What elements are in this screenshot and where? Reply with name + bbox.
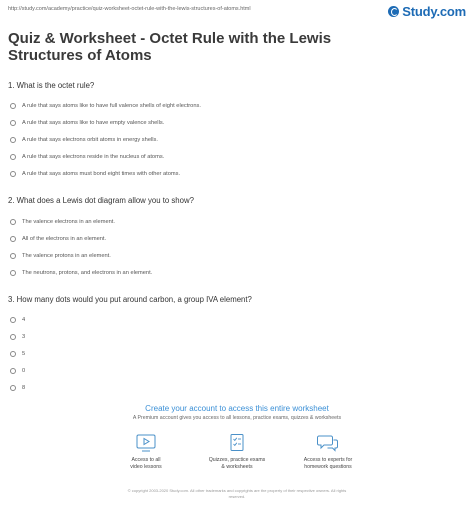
answer-option[interactable] [8,312,448,329]
answer-text: The neutrons, protons, and electrons in an element. [22,269,153,276]
feature-line: Access to experts for [303,457,353,463]
feature-line: homework questions [304,464,352,470]
feature-line: & worksheets [221,464,253,470]
page-title: Quiz & Worksheet - Octet Rule with the Lewis Structures of Atoms [8,30,332,64]
copyright-line: © copyright 2003-2020 Study.com. All other trademarks and copyrights are the property of their respective owners. All rights [127,488,347,493]
question-text: 2. What does a Lewis dot diagram allow you to show? [8,196,194,206]
create-account-link[interactable]: Create your account to access this entire worksheet [145,404,329,413]
brand-name: Study.com [402,4,466,19]
answer-text: 8 [22,385,26,392]
answer-text: 3 [22,334,26,341]
page-url: http://study.com/academy/practice/quiz-worksheet-octet-rule-with-the-lewis-structures-of-atoms.html [8,6,251,12]
answer-text: The valence protons in an element. [22,252,111,259]
radio-icon[interactable] [10,171,16,177]
answer-option[interactable] [8,213,448,230]
feature-quizzes [192,433,282,471]
answer-text: 5 [22,351,26,358]
radio-icon[interactable] [10,120,16,126]
feature-experts [283,433,373,471]
answer-text: The valence electrons in an element. [22,218,115,225]
radio-icon[interactable] [10,236,16,242]
feature-line: video lessons [130,464,162,470]
feature-video-lessons [101,433,191,471]
copyright-footer [0,488,474,500]
question-2 [8,196,448,281]
question-text: 3. How many dots would you put around carbon, a group IVA element? [8,295,252,305]
answer-text: A rule that says atoms like to have full valence shells of eight electrons. [22,103,201,110]
answer-text: All of the electrons in an element. [22,235,107,242]
premium-promo [0,404,474,421]
question-list [8,81,448,410]
answer-text: 4 [22,317,26,324]
answer-option[interactable] [8,132,448,149]
brand-logo[interactable] [388,4,466,19]
answer-option[interactable] [8,380,448,397]
radio-icon[interactable] [10,219,16,225]
answer-text: A rule that says atoms like to have empty valence shells. [22,120,165,127]
radio-icon[interactable] [10,334,16,340]
video-lesson-icon [135,433,157,453]
answer-option[interactable] [8,329,448,346]
answer-option[interactable] [8,166,448,183]
answer-text: A rule that says atoms must bond eight times with other atoms. [22,171,181,177]
expert-chat-icon [317,433,339,453]
answer-option[interactable] [8,149,448,166]
radio-icon[interactable] [10,368,16,374]
radio-icon[interactable] [10,137,16,143]
question-3 [8,295,448,396]
answer-text: A rule that says electrons reside in the nucleus of atoms. [22,154,165,161]
question-text: 1. What is the octet rule? [8,81,95,90]
quiz-worksheet-icon [226,433,248,453]
copyright-line: reserved. [228,494,246,499]
radio-icon[interactable] [10,270,16,276]
answer-option[interactable] [8,346,448,363]
radio-icon[interactable] [10,103,16,109]
answer-option[interactable] [8,98,448,115]
answer-text: 0 [22,368,26,375]
answer-option[interactable] [8,363,448,380]
answer-option[interactable] [8,264,448,281]
promo-description: A Premium account gives you access to all lessons, practice exams, quizzes & worksheets [132,415,342,421]
feature-line: Access to all [131,457,161,463]
radio-icon[interactable] [10,317,16,323]
answer-text: A rule that says electrons orbit atoms in energy shells. [22,137,158,144]
top-bar [8,4,466,18]
radio-icon[interactable] [10,253,16,259]
answer-option[interactable] [8,230,448,247]
radio-icon[interactable] [10,154,16,160]
radio-icon[interactable] [10,351,16,357]
answer-option[interactable] [8,247,448,264]
feature-line: Quizzes, practice exams [208,457,266,463]
question-1 [8,81,448,182]
answer-option[interactable] [8,115,448,132]
study-logo-icon [388,6,399,17]
radio-icon[interactable] [10,385,16,391]
